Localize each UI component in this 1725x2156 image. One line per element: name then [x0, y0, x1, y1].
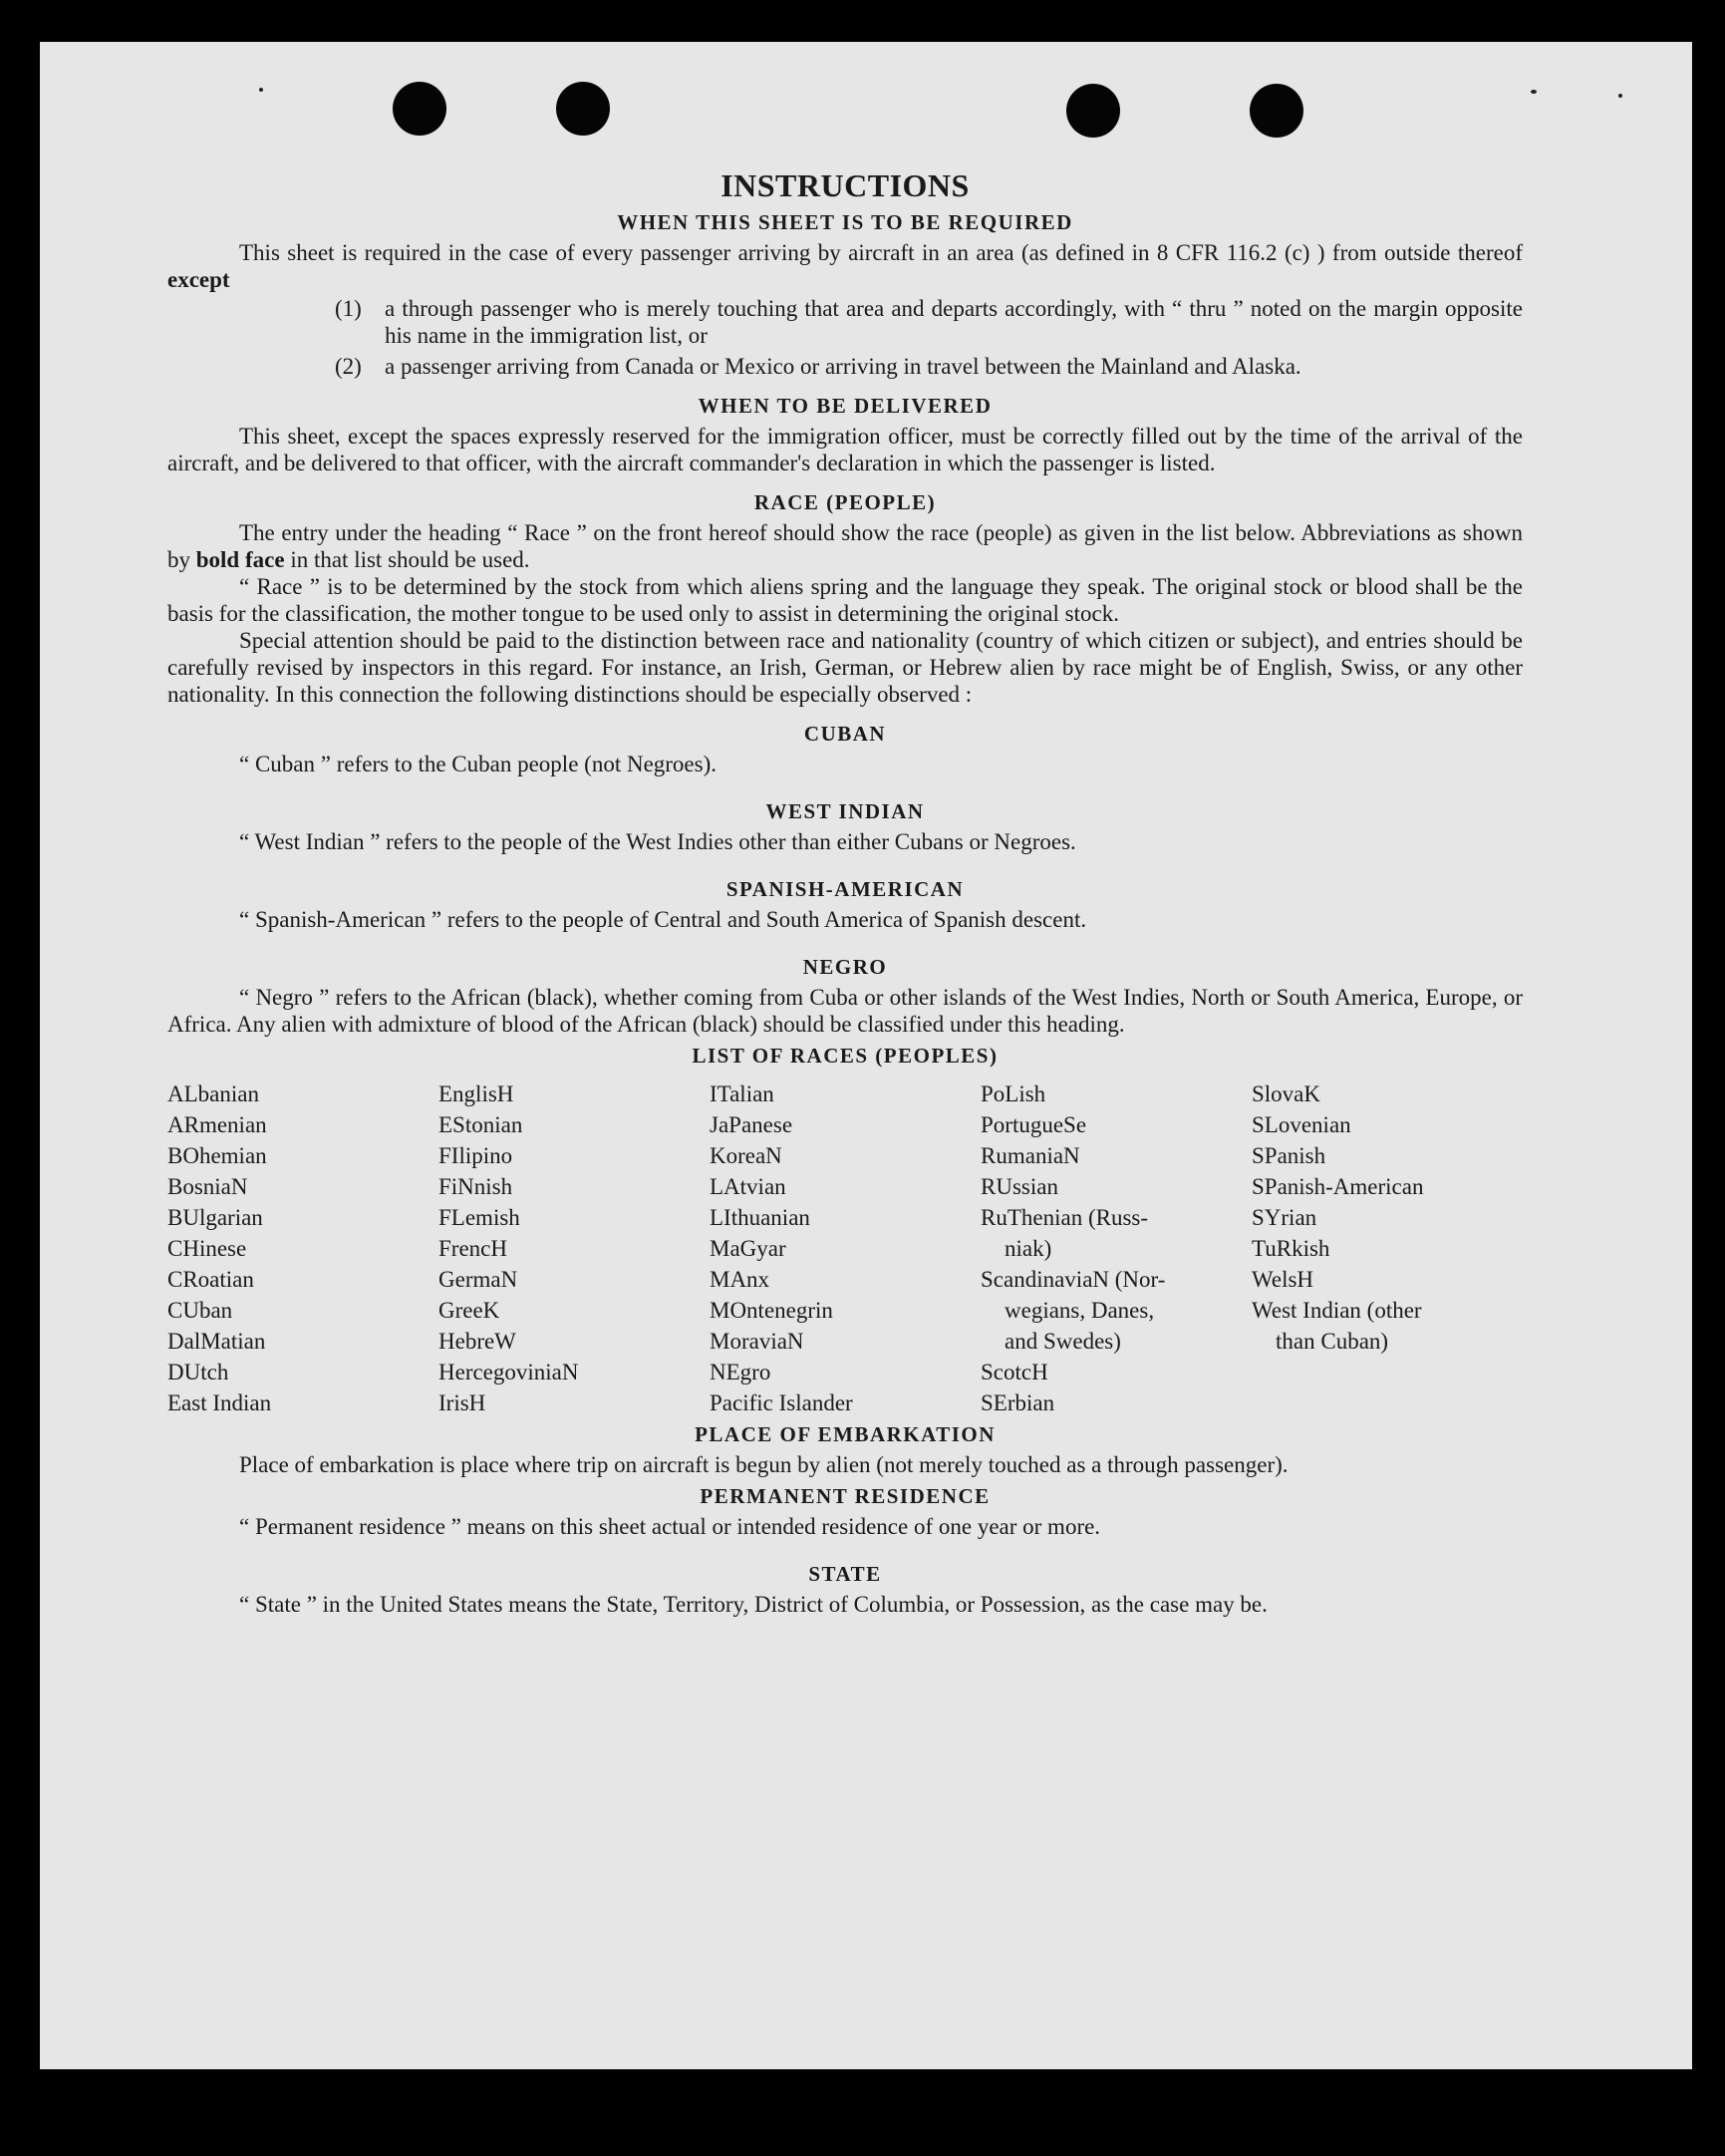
speck	[1531, 90, 1537, 94]
race-entry: West Indian (other	[1252, 1298, 1422, 1323]
page-title: INSTRUCTIONS	[720, 167, 970, 203]
paragraph: “ Spanish-American ” refers to the people of Central and South America of Spanish descent.	[239, 907, 1087, 932]
race-entry: MAnx	[710, 1267, 770, 1292]
race-entry: FIlipino	[438, 1143, 513, 1168]
item-number: (2)	[335, 354, 362, 379]
race-entry: niak)	[1005, 1236, 1052, 1261]
races-column	[438, 1078, 710, 1418]
race-entry: RumaniaN	[981, 1143, 1080, 1168]
race-entry: KoreaN	[710, 1143, 782, 1168]
list-item	[335, 353, 1523, 380]
paragraph: “ Cuban ” refers to the Cuban people (not Negroes).	[239, 752, 718, 776]
paragraph: “ Race ” is to be determined by the stock from which aliens spring and the language they speak. The original stock or blood shall be the basis for the classification, the mother tongue to be used only to assist in determining the original stock.	[167, 574, 1523, 626]
race-entry: EnglisH	[438, 1081, 514, 1106]
race-entry: CRoatian	[167, 1267, 254, 1292]
race-entry: ScandinaviaN (Nor-	[981, 1267, 1166, 1292]
race-entry: DUtch	[167, 1360, 229, 1385]
races-list	[167, 1078, 1523, 1418]
race-entry: SlovaK	[1252, 1081, 1320, 1106]
races-column	[981, 1078, 1252, 1418]
race-entry: WelsH	[1252, 1267, 1314, 1292]
race-entry: SLovenian	[1252, 1112, 1351, 1137]
race-entry: and Swedes)	[1005, 1329, 1121, 1354]
race-entry: FiNnish	[438, 1174, 513, 1199]
race-entry: DalMatian	[167, 1329, 266, 1354]
race-entry: ARmenian	[167, 1112, 267, 1137]
race-entry: ALbanian	[167, 1081, 259, 1106]
race-entry: SPanish-American	[1252, 1174, 1424, 1199]
section-heading: CUBAN	[803, 722, 887, 746]
race-entry: CUban	[167, 1298, 233, 1323]
section-heading: WHEN THIS SHEET IS TO BE REQUIRED	[617, 210, 1073, 234]
race-entry: LIthuanian	[710, 1205, 810, 1230]
speck	[1618, 94, 1622, 98]
section-heading: RACE (PEOPLE)	[753, 490, 937, 514]
paragraph: “ State ” in the United States means the State, Territory, District of Columbia, or Possession, as the case may be.	[239, 1592, 1268, 1617]
list-item	[335, 295, 1523, 349]
race-entry: PoLish	[981, 1081, 1046, 1106]
section-heading: WEST INDIAN	[765, 799, 925, 823]
race-entry: RuThenian (Russ-	[981, 1205, 1149, 1230]
item-text: a passenger arriving from Canada or Mexico or arriving in travel between the Mainland and Alaska.	[385, 354, 1301, 379]
race-entry: CHinese	[167, 1236, 247, 1261]
section-heading: NEGRO	[802, 955, 888, 979]
race-entry: East Indian	[167, 1390, 272, 1415]
race-entry: LAtvian	[710, 1174, 786, 1199]
race-entry: MOntenegrin	[710, 1298, 833, 1323]
races-column	[1252, 1078, 1523, 1418]
races-column	[167, 1078, 438, 1418]
race-entry: JaPanese	[710, 1112, 793, 1137]
race-entry: MaGyar	[710, 1236, 786, 1261]
race-entry: than Cuban)	[1276, 1329, 1389, 1354]
race-entry: FrencH	[438, 1236, 507, 1261]
speck	[259, 88, 263, 92]
section-heading: PERMANENT RESIDENCE	[700, 1484, 991, 1508]
race-entry: ScotcH	[981, 1360, 1048, 1385]
race-entry: Pacific Islander	[710, 1390, 853, 1415]
race-entry: BUlgarian	[167, 1205, 263, 1230]
race-entry: MoraviaN	[710, 1329, 804, 1354]
paragraph: “ West Indian ” refers to the people of the West Indies other than either Cubans or Negroes.	[239, 829, 1076, 854]
paragraph: This sheet is required in the case of every passenger arriving by aircraft in an area (as defined in 8 CFR 116.2 (c) ) from outside thereof except	[167, 240, 1523, 292]
races-column	[710, 1078, 981, 1418]
paragraph: Special attention should be paid to the distinction between race and nationality (country of which citizen or subject), and entries should be carefully revised by inspectors in this regard. For instance, an Irish, German, or Hebrew alien by race might be of English, Swiss, or any other nationality. In this connection the following distinctions should be especially observed :	[167, 628, 1523, 707]
paragraph: “ Negro ” refers to the African (black), whether coming from Cuba or other islands of the West Indies, North or South America, Europe, or Africa. Any alien with admixture of blood of the African (black) should be classified under this heading.	[167, 985, 1523, 1037]
section-heading: PLACE OF EMBARKATION	[695, 1422, 996, 1446]
race-entry: wegians, Danes,	[1005, 1298, 1155, 1323]
race-entry: TuRkish	[1252, 1236, 1330, 1261]
race-entry: PortugueSe	[981, 1112, 1087, 1137]
race-entry: RUssian	[981, 1174, 1058, 1199]
paragraph: Place of embarkation is place where trip on aircraft is begun by alien (not merely touched as a through passenger).	[239, 1452, 1289, 1477]
race-entry: IrisH	[438, 1390, 486, 1415]
paragraph: The entry under the heading “ Race ” on the front hereof should show the race (people) as given in the list below. Abbreviations as shown by bold face in that list should be used.	[167, 520, 1523, 572]
item-text: a through passenger who is merely touching that area and departs accordingly, with “ thru ” noted on the margin opposite his name in the immigration list, or	[385, 296, 1523, 348]
section-heading: STATE	[808, 1562, 882, 1586]
race-entry: HercegoviniaN	[438, 1360, 579, 1385]
section-heading: WHEN TO BE DELIVERED	[698, 394, 993, 418]
race-entry: BosniaN	[167, 1174, 248, 1199]
race-entry: ITalian	[710, 1081, 774, 1106]
section-heading: SPANISH-AMERICAN	[725, 877, 965, 901]
race-entry: SYrian	[1252, 1205, 1317, 1230]
race-entry: SPanish	[1252, 1143, 1326, 1168]
instructions-content	[167, 128, 1523, 1618]
section-heading: LIST OF RACES (PEOPLES)	[692, 1044, 999, 1068]
race-entry: EStonian	[438, 1112, 523, 1137]
race-entry: GreeK	[438, 1298, 500, 1323]
paragraph: This sheet, except the spaces expressly reserved for the immigration officer, must be correctly filled out by the time of the arrival of the aircraft, and be delivered to that officer, with the aircraft commander's declaration in which the passenger is listed.	[167, 424, 1523, 475]
race-entry: GermaN	[438, 1267, 518, 1292]
race-entry: FLemish	[438, 1205, 520, 1230]
race-entry: SErbian	[981, 1390, 1055, 1415]
item-number: (1)	[335, 296, 362, 321]
paragraph: “ Permanent residence ” means on this sheet actual or intended residence of one year or more.	[239, 1514, 1101, 1539]
race-entry: NEgro	[710, 1360, 771, 1385]
race-entry: BOhemian	[167, 1143, 267, 1168]
race-entry: HebreW	[438, 1329, 516, 1354]
